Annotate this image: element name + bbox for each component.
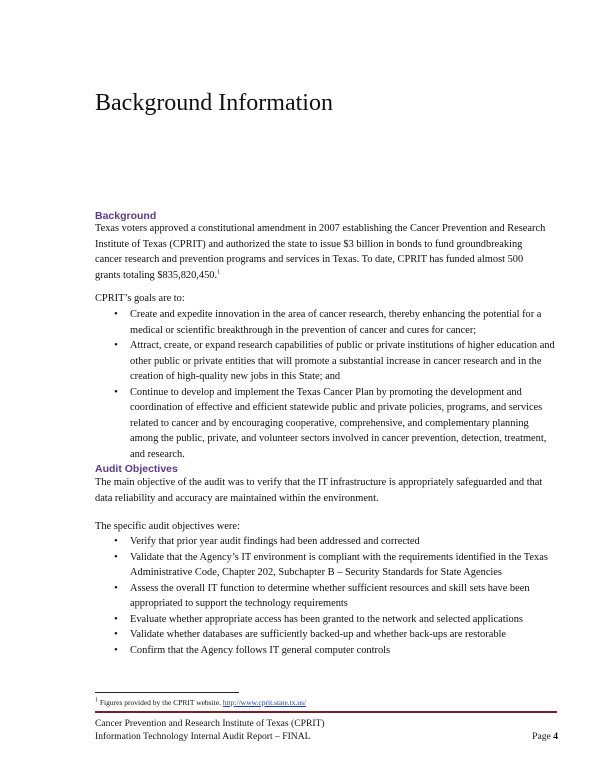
footnote: [95, 698, 306, 708]
list-item: [95, 338, 555, 385]
objective-text: Assess the overall IT function to determine whether sufficient resources and skill sets have been appropriated to support the technology requirements: [130, 582, 530, 609]
page-number: [532, 731, 558, 743]
bullet-icon: •: [114, 643, 118, 656]
objective-text: Verify that prior year audit findings had been addressed and corrected: [130, 536, 420, 547]
bullet-icon: •: [114, 535, 118, 547]
bullet-icon: •: [114, 628, 118, 640]
list-item: [95, 581, 555, 612]
list-item: [95, 534, 555, 550]
audit-objectives-heading: Audit Objectives: [95, 463, 178, 475]
footnote-reference[interactable]: 1: [217, 269, 221, 276]
objective-text: Confirm that the Agency follows IT general computer controls: [130, 644, 391, 656]
list-item: [95, 612, 555, 628]
page-number-value: 4: [553, 731, 558, 742]
page-title: Background Information: [95, 90, 333, 116]
bullet-icon: •: [114, 581, 118, 594]
page-label: Page: [532, 731, 551, 742]
bullet-icon: •: [114, 385, 118, 398]
footnote-divider: [95, 692, 239, 693]
bullet-icon: •: [114, 339, 118, 351]
objective-text: Validate that the Agency’s IT environment is compliant with the requirements identified in the Texas Administrative Code, Chapter 202, Subchapter B – Security Standards for State Agencies: [130, 551, 548, 578]
footer-report-title: Information Technology Internal Audit Report – FINAL: [95, 731, 311, 742]
bullet-icon: •: [114, 308, 118, 320]
objectives-list: [95, 534, 555, 658]
list-item: [95, 643, 555, 659]
goal-text: Attract, create, or expand research capabilities of public or private institutions of higher education and other public or private entities that will promote a substantial increase in cancer research and in the creation of high-quality new jobs in this State; and: [130, 340, 555, 382]
footer-organization: Cancer Prevention and Research Institute of Texas (CPRIT): [95, 718, 325, 729]
footnote-text: Figures provided by the CPRIT website.: [99, 698, 221, 707]
list-item: [95, 550, 555, 581]
list-item: [95, 385, 555, 463]
background-intro-text: Texas voters approved a constitutional amendment in 2007 establishing the Cancer Prevention and Research Institute of Texas (CPRIT) and authorized the state to issue $3 billion in bonds to fund groundbreaking cancer research and prevention programs and services in Texas. To date, CPRIT has funded almost 500 grants totaling $835,820,450.: [95, 223, 546, 281]
specific-objectives-lead: The specific audit objectives were:: [95, 521, 240, 532]
background-heading: Background: [95, 210, 157, 222]
audit-main-objective: The main objective of the audit was to verify that the IT infrastructure is appropriately safeguarded and that data reliability and accuracy are maintained within the environment.: [95, 477, 543, 504]
goals-lead: CPRIT’s goals are to:: [95, 293, 185, 304]
goal-text: Create and expedite innovation in the area of cancer research, thereby enhancing the potential for a medical or scientific breakthrough in the prevention of cancer and cures for cancer;: [130, 309, 542, 336]
list-item: [95, 307, 555, 338]
goals-list: [95, 307, 555, 462]
objective-text: Evaluate whether appropriate access has been granted to the network and selected applications: [130, 613, 523, 625]
goal-text: Continue to develop and implement the Texas Cancer Plan by promoting the development and coordination of effective and efficient statewide public and private policies, programs, and services related to cancer and by encouraging cooperative, comprehensive, and complementary planning among the public, private, and volunteer sectors involved in cancer prevention, detection, treatment, and research.: [130, 386, 547, 460]
bullet-icon: •: [114, 612, 118, 625]
objective-text: Validate whether databases are sufficiently backed-up and whether back-ups are restorable: [130, 629, 507, 640]
footnote-mark: 1: [95, 697, 98, 704]
background-intro: [95, 221, 550, 283]
cprit-website-link[interactable]: http://www.cprit.state.tx.us/: [222, 698, 307, 707]
bullet-icon: •: [114, 550, 118, 563]
footer-divider: [95, 711, 557, 713]
list-item: [95, 627, 555, 643]
